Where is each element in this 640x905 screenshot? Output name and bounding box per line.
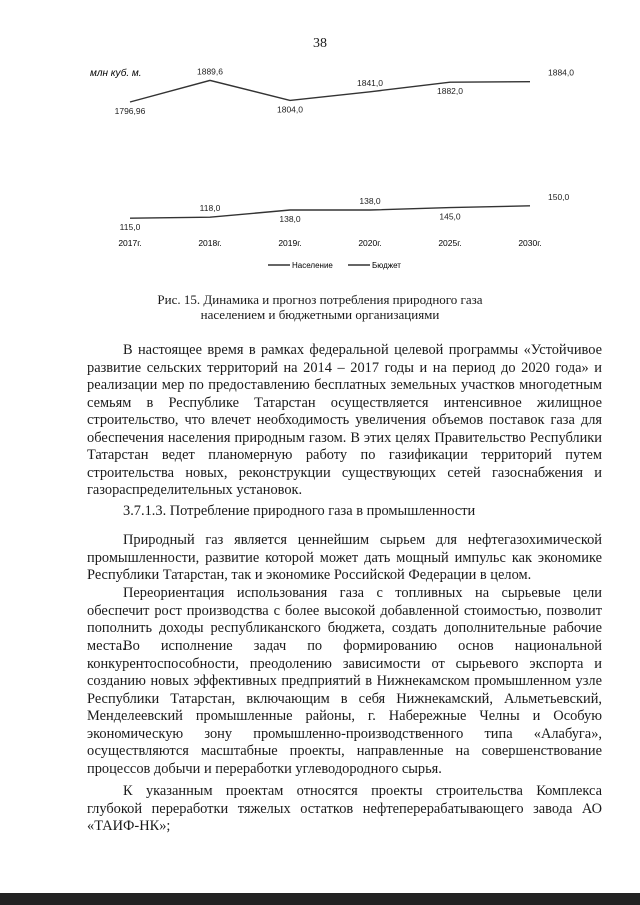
data-label: 1884,0 bbox=[548, 67, 574, 78]
x-tick-label: 2019г. bbox=[278, 238, 302, 248]
data-label: 115,0 bbox=[119, 222, 141, 233]
data-label: 1804,0 bbox=[277, 104, 303, 115]
caption-line-2: населением и бюджетными организациями bbox=[200, 307, 440, 322]
legend-label: Население bbox=[292, 261, 333, 270]
series-line-2 bbox=[130, 206, 530, 218]
caption-line-1: Рис. 15. Динамика и прогноз потребления природного газа bbox=[157, 292, 483, 307]
data-label: 138,0 bbox=[279, 214, 301, 225]
data-label: 1796,96 bbox=[114, 106, 146, 117]
figure-caption bbox=[0, 292, 640, 322]
page-number: 38 bbox=[313, 36, 327, 51]
x-tick-label: 2025г. bbox=[438, 238, 462, 248]
legend-label: Бюджет bbox=[372, 261, 401, 270]
x-tick-label: 2020г. bbox=[358, 238, 382, 248]
paragraph-3: Переориентация использования газа с топливных на сырьевые цели обеспечит рост производства с более высокой добавленной стоимостью, позволит пополнить доходы республиканского бюджета, создать дополнительные рабочие места. bbox=[87, 585, 602, 654]
data-label: 1841,0 bbox=[357, 77, 383, 88]
data-label: 1889,6 bbox=[197, 66, 223, 77]
data-label: 118,0 bbox=[199, 203, 221, 214]
section-heading: 3.7.1.3. Потребление природного газа в промышленности bbox=[123, 503, 476, 519]
paragraph-1: В настоящее время в рамках федеральной целевой программы «Устойчивое развитие сельских территорий на 2014 – 2017 годы и на период до 2020 года» и реализации мер по предоставлению бесплатных земельных участков многодетным семьям в Республике Татарстан осуществляется интенсивное жилищное строительство, что влечет необходимость увеличения объемов поставок газа для обеспечения населения природным газом. В этих целях Правительство Республики Татарстан ведет планомерную работу по газификации территорий путем строительства новых, реконструкции существующих сетей газоснабжения и газораспределительных установок. bbox=[87, 342, 602, 498]
paragraph-2: Природный газ является ценнейшим сырьем для нефтегазохимической промышленности, развитие которой может дать мощный импульс как экономике Республики Татарстан, так и экономике Российской Федерации в целом. bbox=[87, 532, 602, 583]
scan-edge bbox=[0, 893, 640, 905]
data-label: 145,0 bbox=[439, 211, 461, 222]
x-tick-label: 2017г. bbox=[118, 238, 142, 248]
gas-consumption-chart bbox=[80, 62, 580, 272]
data-label: 150,0 bbox=[548, 191, 570, 202]
paragraph-5: К указанным проектам относятся проекты строительства Комплекса глубокой переработки тяжелых остатков нефтеперерабатывающего завода АО «ТАИФ-НК»; bbox=[87, 783, 602, 834]
data-label: 1882,0 bbox=[437, 86, 463, 97]
paragraph-4: Во исполнение задач по формированию основ национальной конкурентоспособности, преодолению зависимости от сырьевого экспорта и созданию новых эффективных предприятий в Нижнекамском промышленном узле Республики Татарстан, включающим в себя Нижнекамский, Альметьевский, Менделеевский промышленные районы, г. Набережные Челны и Особую экономическую зону промышленно-производственного типа «Алабуга», осуществляются масштабные проекты, направленные на совершенствование процессов добычи и переработки углеводородного сырья. bbox=[87, 638, 602, 777]
x-tick-label: 2030г. bbox=[518, 238, 542, 248]
series-line-1 bbox=[130, 77, 530, 102]
data-label: 138,0 bbox=[359, 196, 381, 207]
y-axis-label: млн куб. м. bbox=[90, 68, 142, 79]
x-tick-label: 2018г. bbox=[198, 238, 222, 248]
